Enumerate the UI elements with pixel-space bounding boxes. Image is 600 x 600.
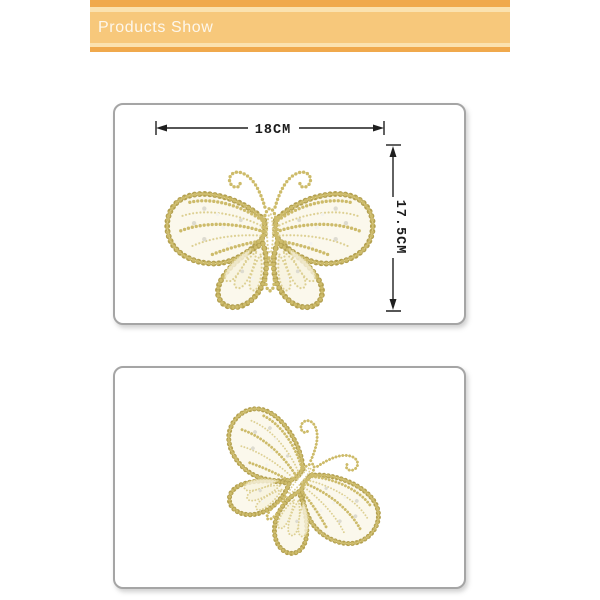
banner-bottom-stripe bbox=[90, 47, 510, 52]
height-dimension-label: 17.5CM bbox=[392, 199, 407, 255]
product-photo-card-2 bbox=[113, 366, 466, 589]
banner-title: Products Show bbox=[98, 18, 214, 36]
width-dimension-annotation bbox=[156, 121, 384, 138]
products-show-banner bbox=[90, 0, 510, 52]
banner-top-stripe bbox=[90, 0, 510, 7]
height-dimension-annotation bbox=[386, 145, 407, 311]
butterfly-tilted-photo bbox=[115, 368, 464, 587]
product-photo-card-1 bbox=[113, 103, 466, 325]
butterfly-front-photo bbox=[115, 105, 464, 323]
banner-band bbox=[90, 12, 510, 43]
width-dimension-label: 18CM bbox=[254, 123, 292, 138]
